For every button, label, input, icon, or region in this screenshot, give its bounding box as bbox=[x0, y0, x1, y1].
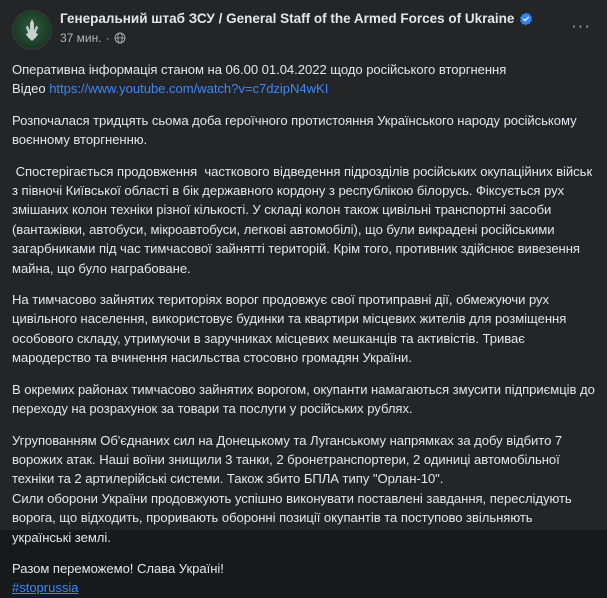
author-row bbox=[60, 11, 559, 27]
post-header bbox=[12, 10, 595, 52]
post-paragraph: Сили оборони України продовжують успішно виконувати поставлені завдання, переслідують ворога, що відходить, проривають оборонні позиції окупантів та поступово звільняють українські землі. bbox=[12, 490, 576, 545]
more-options-icon[interactable]: ··· bbox=[571, 16, 591, 35]
paragraph-line: Відео bbox=[12, 81, 50, 97]
post-paragraph: В окремих районах тимчасово зайнятих ворогом, окупанти намагаються змусити підприємців до переходу на розрахунок за товари та послуги у російських рублях. bbox=[12, 381, 599, 417]
post-paragraph: Разом переможемо! Слава Україні! bbox=[12, 560, 224, 576]
post-paragraph: Угрупованням Об'єднаних сил на Донецькому та Луганському напрямках за добу відбито 7 ворожих атак. Наші воїни знищили 3 танки, 2 бронетранспортери, 2 одиниці автомобільної техніки та 2 артилерійські системи. Також збито БПЛА типу "Орлан-10". bbox=[12, 432, 566, 487]
post-paragraph: Розпочалася тридцять сьома доба героїчного протистояння Українського народу російському воєнному вторгненню. bbox=[12, 112, 581, 148]
post-body bbox=[12, 60, 599, 598]
post-header-text bbox=[60, 10, 559, 45]
post-paragraph: На тимчасово зайнятих територіях ворог продовжує свої протиправні дії, обмежуючи рух цивільного населення, використовує будинки та квартири місцевих жителів для розміщення особового складу, утримуючи в заручниках місцевих мешканців та активістів. Триває мародерство та вчинення насильства стосовно громадян України. bbox=[12, 292, 570, 366]
verified-badge-icon bbox=[519, 12, 533, 26]
post-paragraph bbox=[12, 60, 595, 99]
trident-emblem-icon bbox=[24, 19, 40, 41]
post-timestamp[interactable]: 37 мин. bbox=[60, 31, 102, 45]
post-hashtag bbox=[12, 578, 595, 597]
page-avatar[interactable] bbox=[12, 10, 52, 50]
meta-separator: · bbox=[105, 31, 110, 45]
paragraph-line: Оперативна інформація станом на 06.00 01.04.2022 щодо російського вторгнення bbox=[12, 62, 507, 77]
globe-icon bbox=[114, 32, 126, 44]
video-link[interactable]: https://www.youtube.com/watch?v=c7dzipN4wKI bbox=[49, 81, 329, 97]
hashtag-link[interactable]: #stoprussia bbox=[12, 580, 79, 596]
post-paragraph: Спостерігається продовження часткового відведення підрозділів російських окупаційних військ з півночі Київської області в бік державного кордону з республікою білорусь. Фіксується рух змішаних колон техніки різної кількості. У складі колон також цивільні транспортні засоби (вантажівки, автобуси, мікроавтобуси, легкові автомобілі), що були викрадені російськими загарбниками під час тимчасової зайнятті територій. Крім того, противник здійснює вивезення майна, що було нагpaбоване. bbox=[12, 163, 596, 276]
page-name[interactable]: Генеральний штаб ЗСУ / General Staff of the Armed Forces of Ukraine bbox=[60, 11, 515, 26]
post-meta bbox=[60, 31, 559, 45]
